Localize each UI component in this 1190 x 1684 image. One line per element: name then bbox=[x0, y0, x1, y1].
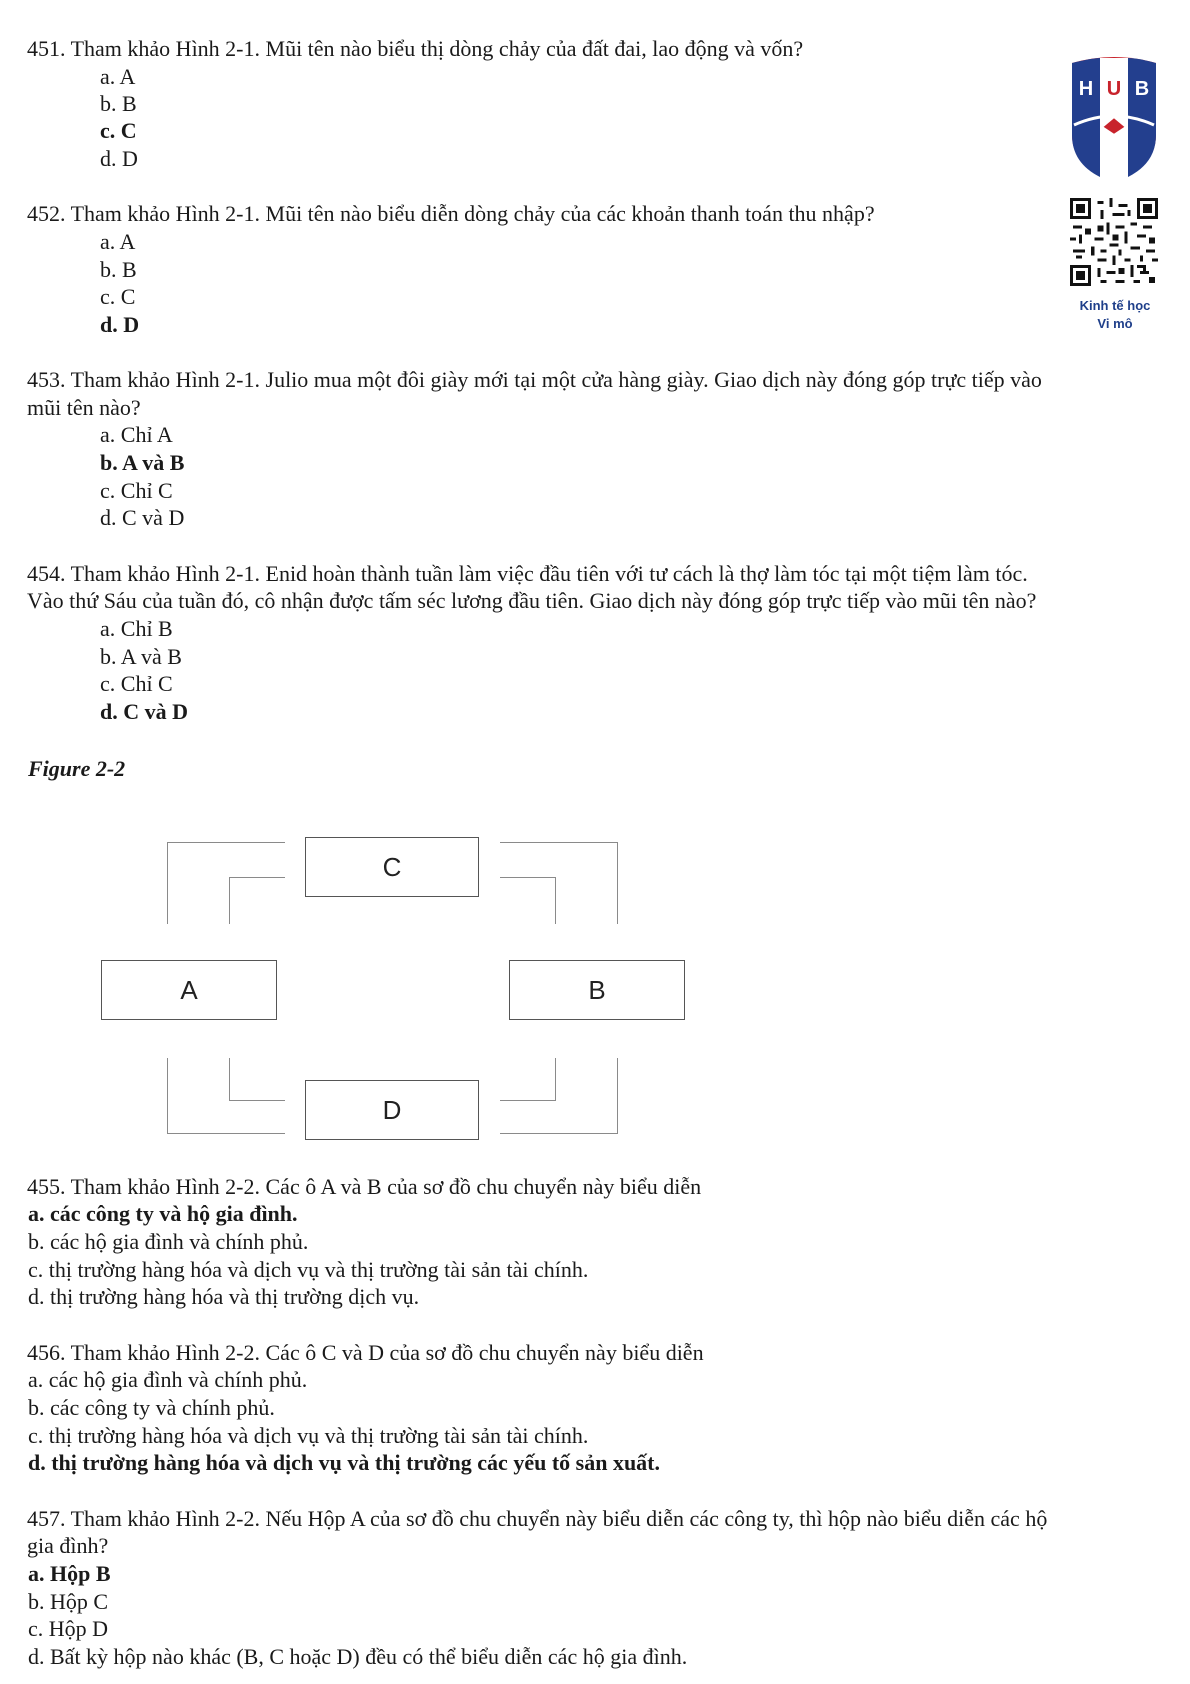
flow-line bbox=[167, 842, 285, 843]
box-b: B bbox=[509, 960, 685, 1020]
option-452-a: a. A bbox=[100, 229, 136, 254]
option-454-d: d. C và D bbox=[100, 699, 189, 724]
option-451-b: b. B bbox=[100, 91, 137, 116]
flow-line bbox=[167, 842, 168, 924]
option-455-a: a. các công ty và hộ gia đình. bbox=[28, 1201, 298, 1226]
box-d: D bbox=[305, 1080, 479, 1140]
option-453-c: c. Chỉ C bbox=[100, 478, 173, 503]
flow-line bbox=[229, 877, 230, 924]
box-c: C bbox=[305, 837, 479, 897]
option-453-d: d. C và D bbox=[100, 505, 185, 530]
figure-title: Figure 2-2 bbox=[28, 756, 126, 781]
option-457-c: c. Hộp D bbox=[28, 1616, 109, 1641]
svg-text:1976: 1976 bbox=[1103, 159, 1125, 169]
option-454-b: b. A và B bbox=[100, 644, 182, 669]
option-453-a: a. Chỉ A bbox=[100, 422, 173, 447]
option-452-b: b. B bbox=[100, 257, 137, 282]
option-452-c: c. C bbox=[100, 284, 136, 309]
option-457-b: b. Hộp C bbox=[28, 1589, 109, 1614]
flow-line bbox=[617, 1058, 618, 1134]
flow-line bbox=[617, 842, 618, 924]
flow-line bbox=[229, 1058, 230, 1101]
question-457-line1: 457. Tham khảo Hình 2-2. Nếu Hộp A của sơ đồ chu chuyển này biểu diễn các công ty, thì hộp nào biểu diễn các hộ bbox=[27, 1506, 1048, 1531]
flow-line bbox=[229, 1100, 285, 1101]
option-455-d: d. thị trường hàng hóa và thị trường dịch vụ. bbox=[28, 1284, 420, 1309]
hub-logo bbox=[1068, 55, 1160, 185]
question-453-line1: 453. Tham khảo Hình 2-1. Julio mua một đôi giày mới tại một cửa hàng giày. Giao dịch này đóng góp trực tiếp vào bbox=[27, 367, 1042, 392]
qr-code-icon bbox=[1070, 198, 1158, 286]
flow-line bbox=[229, 877, 285, 878]
flow-line bbox=[167, 1133, 285, 1134]
option-454-c: c. Chỉ C bbox=[100, 671, 173, 696]
option-452-d: d. D bbox=[100, 312, 140, 337]
option-451-d: d. D bbox=[100, 146, 138, 171]
flow-line bbox=[500, 1133, 618, 1134]
option-456-d: d. thị trường hàng hóa và dịch vụ và thị trường các yếu tố sản xuất. bbox=[28, 1450, 661, 1475]
logo-caption-line1: Kinh tế học bbox=[1079, 298, 1151, 313]
flow-line bbox=[500, 1100, 556, 1101]
question-454-line2: Vào thứ Sáu của tuần đó, cô nhận được tấm séc lương đầu tiên. Giao dịch này đóng góp trực tiếp vào mũi tên nào? bbox=[27, 588, 1037, 613]
question-453-line2: mũi tên nào? bbox=[27, 395, 141, 420]
logo-caption-line2: Vi mô bbox=[1097, 316, 1133, 331]
question-451: 451. Tham khảo Hình 2-1. Mũi tên nào biểu thị dòng chảy của đất đai, lao động và vốn? bbox=[27, 36, 804, 61]
question-457-line2: gia đình? bbox=[27, 1533, 109, 1558]
option-456-c: c. thị trường hàng hóa và dịch vụ và thị trường tài sản tài chính. bbox=[28, 1423, 589, 1448]
svg-text:H: H bbox=[1078, 78, 1094, 100]
flow-line bbox=[500, 842, 618, 843]
option-455-b: b. các hộ gia đình và chính phủ. bbox=[28, 1229, 309, 1254]
flow-line bbox=[167, 1058, 168, 1134]
question-455: 455. Tham khảo Hình 2-2. Các ô A và B của sơ đồ chu chuyển này biểu diễn bbox=[27, 1174, 702, 1199]
flow-line bbox=[555, 1058, 556, 1101]
svg-text:U: U bbox=[1106, 78, 1122, 100]
question-456: 456. Tham khảo Hình 2-2. Các ô C và D của sơ đồ chu chuyển này biểu diễn bbox=[27, 1340, 704, 1365]
option-457-a: a. Hộp B bbox=[28, 1561, 111, 1586]
flow-line bbox=[500, 877, 556, 878]
option-456-b: b. các công ty và chính phủ. bbox=[28, 1395, 275, 1420]
option-455-c: c. thị trường hàng hóa và dịch vụ và thị trường tài sản tài chính. bbox=[28, 1257, 589, 1282]
option-451-c: c. C bbox=[100, 118, 137, 143]
option-453-b: b. A và B bbox=[100, 450, 185, 475]
box-a: A bbox=[101, 960, 277, 1020]
question-454-line1: 454. Tham khảo Hình 2-1. Enid hoàn thành tuần làm việc đầu tiên với tư cách là thợ làm tóc tại một tiệm làm tóc. bbox=[27, 561, 1028, 586]
question-452: 452. Tham khảo Hình 2-1. Mũi tên nào biểu diễn dòng chảy của các khoản thanh toán thu nhập? bbox=[27, 201, 875, 226]
option-456-a: a. các hộ gia đình và chính phủ. bbox=[28, 1367, 308, 1392]
flow-line bbox=[555, 877, 556, 924]
svg-text:B: B bbox=[1134, 78, 1150, 100]
option-454-a: a. Chỉ B bbox=[100, 616, 173, 641]
option-457-d: d. Bất kỳ hộp nào khác (B, C hoặc D) đều có thể biểu diễn các hộ gia đình. bbox=[28, 1644, 688, 1669]
option-451-a: a. A bbox=[100, 64, 136, 89]
